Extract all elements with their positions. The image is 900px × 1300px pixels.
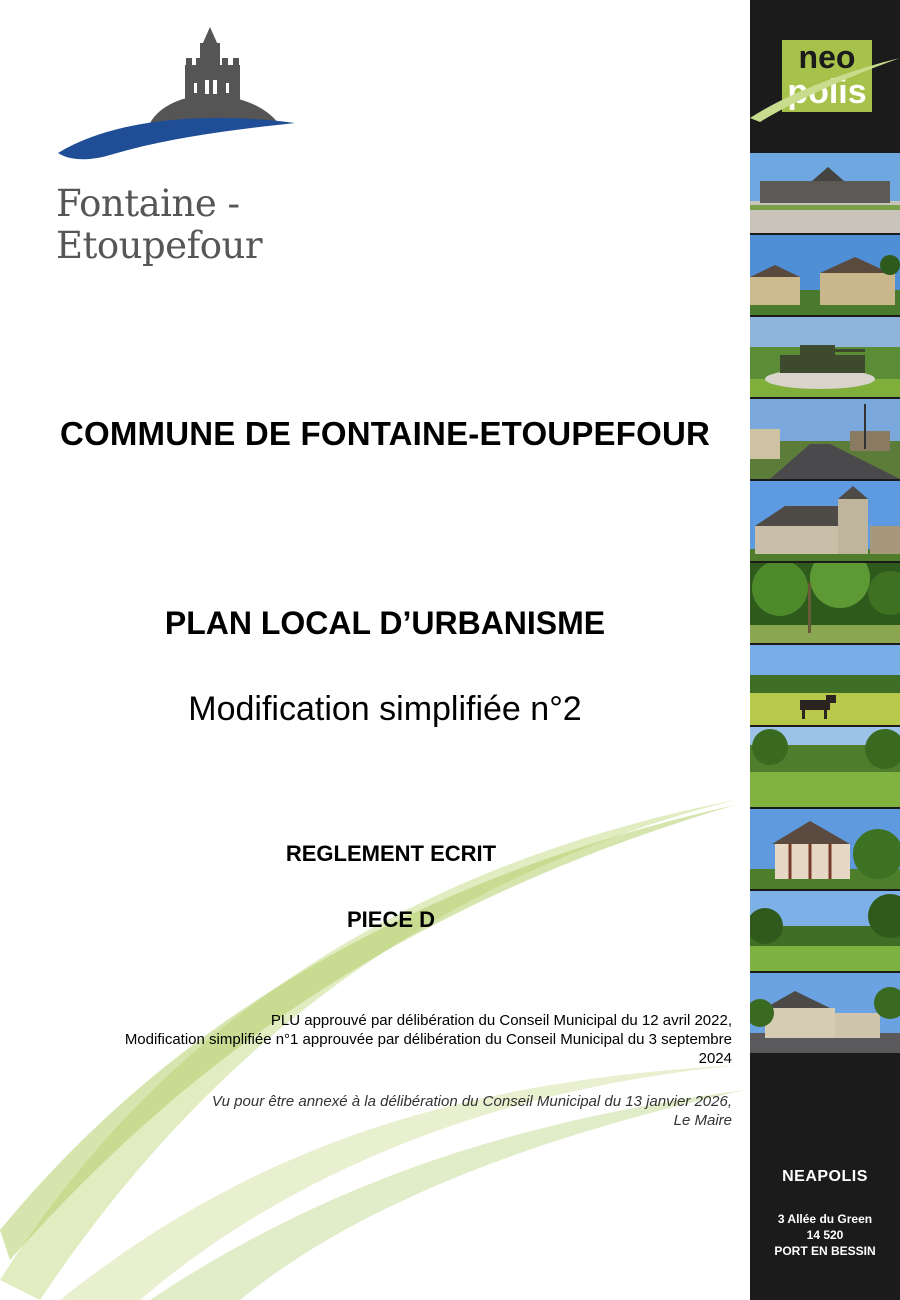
photo-hedged-field (750, 891, 900, 971)
neapolis-logo-top: neo (798, 39, 856, 75)
photo-half-timbered-house (750, 809, 900, 889)
modification-title: Modification simplifiée n°2 (188, 690, 582, 728)
photo-tank-memorial (750, 317, 900, 397)
commune-logo (50, 25, 310, 265)
annex-line1: Vu pour être annexé à la délibération du Conseil Municipal du 13 janvier 2026, (211, 1093, 732, 1110)
address-line3: PORT EN BESSIN (774, 1244, 876, 1258)
plan-title: PLAN LOCAL D’URBANISME (164, 605, 606, 641)
photo-woodland (750, 563, 900, 643)
annex-line2: Le Maire (673, 1112, 732, 1129)
address-line1: 3 Allée du Green (777, 1212, 873, 1226)
neapolis-name: NEAPOLIS (782, 1168, 868, 1185)
photo-strip (750, 153, 900, 1055)
castle-emblem-icon (50, 25, 310, 175)
commune-name-line1: Fontaine - (56, 182, 240, 225)
commune-title: COMMUNE DE FONTAINE-ETOUPEFOUR (59, 415, 711, 452)
approval-text (32, 1011, 732, 1068)
sidebar (750, 0, 900, 1300)
photo-church (750, 481, 900, 561)
photo-stone-houses (750, 235, 900, 315)
neapolis-address (750, 1211, 900, 1259)
commune-name-line2: Etoupefour (56, 224, 263, 267)
photo-village-street (750, 399, 900, 479)
annex-text (32, 1092, 732, 1130)
neapolis-logo (750, 0, 900, 150)
approval-line1: PLU approuvé par délibération du Conseil Municipal du 12 avril 2022, (270, 1012, 732, 1029)
photo-stone-house-gate (750, 973, 900, 1053)
photo-green-valley (750, 727, 900, 807)
reglement-title: REGLEMENT ECRIT (285, 841, 497, 866)
commune-name (56, 183, 316, 267)
photo-horse-meadow (750, 645, 900, 725)
approval-line3: 2024 (698, 1050, 732, 1067)
neapolis-logo-bottom: polis (787, 73, 867, 111)
photo-town-hall (750, 153, 900, 233)
approval-line2: Modification simplifiée n°1 approuvée par délibération du Conseil Municipal du 3 septembre (124, 1031, 732, 1048)
piece-title: PIECE D (346, 907, 436, 932)
address-line2: 14 520 (806, 1228, 844, 1242)
